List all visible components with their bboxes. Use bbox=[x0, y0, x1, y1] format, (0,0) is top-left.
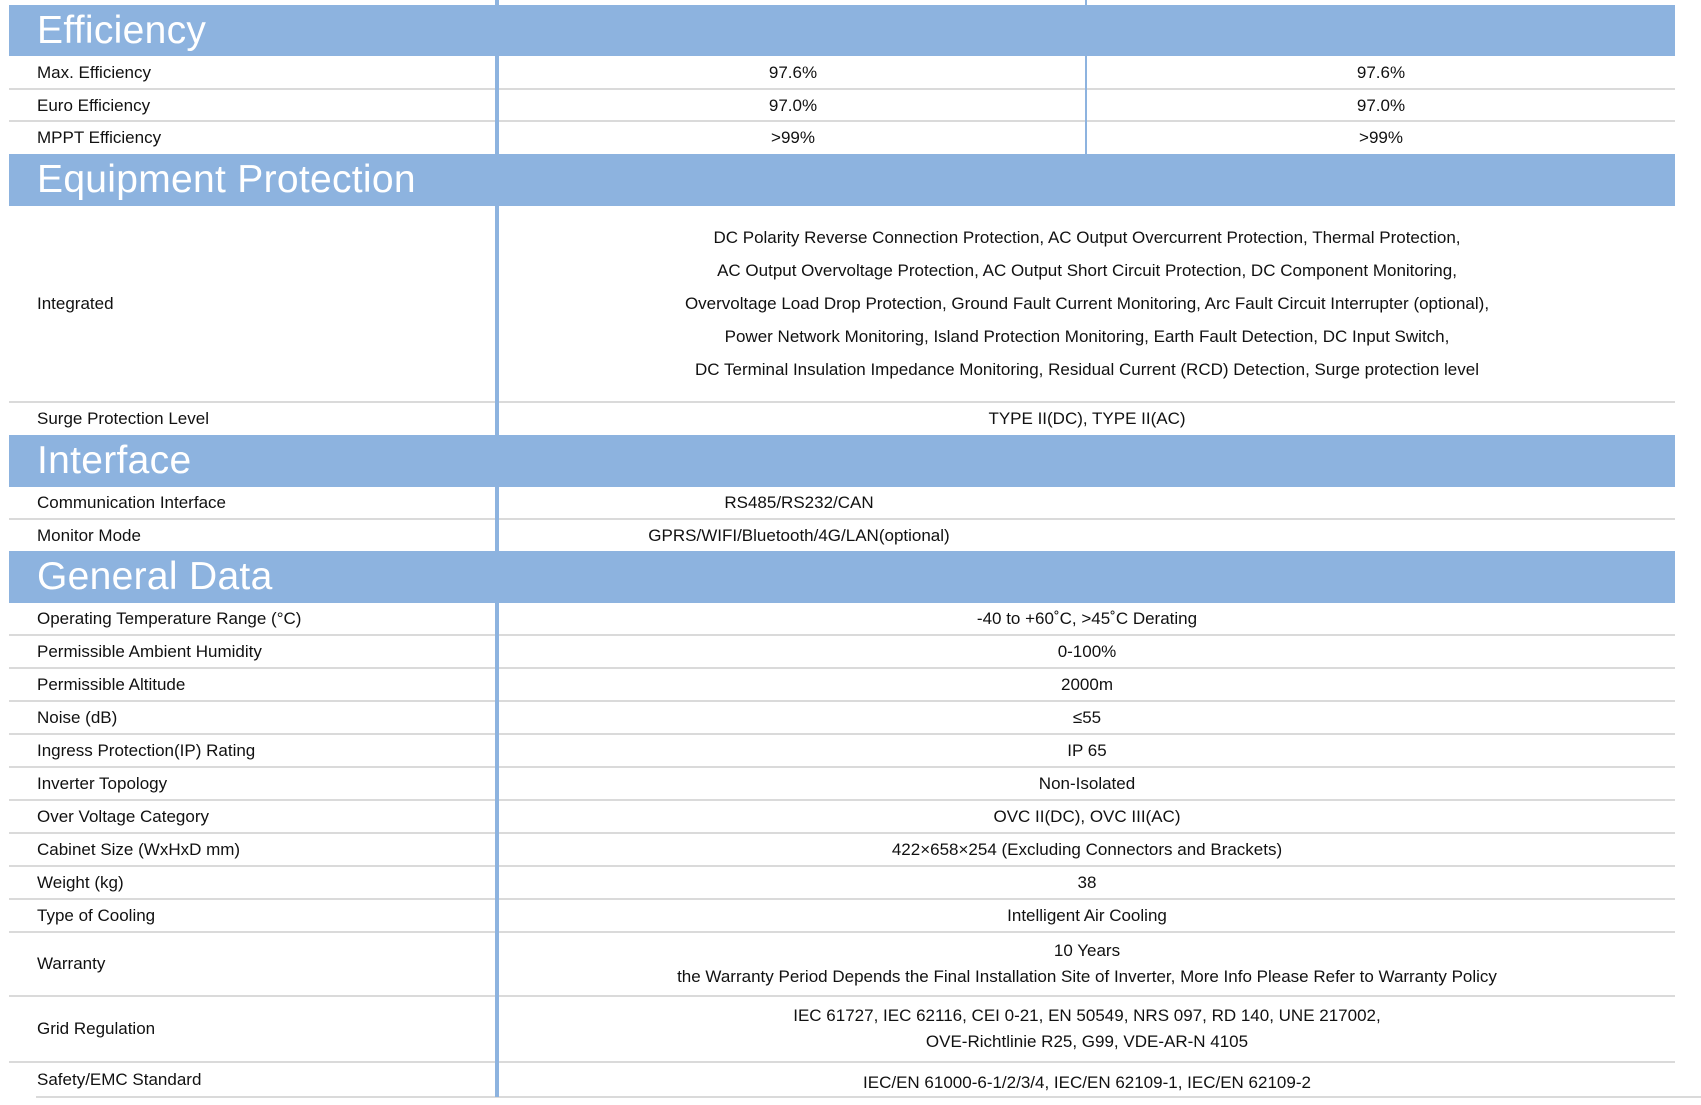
table-row bbox=[9, 487, 1675, 518]
row-value: 97.0% bbox=[1356, 95, 1406, 115]
row-value: >99% bbox=[771, 128, 815, 147]
row-label: Ingress Protection(IP) Rating bbox=[37, 740, 256, 760]
row-value: -40 to +60˚C, >45˚C Derating bbox=[976, 608, 1198, 628]
row-value-list bbox=[499, 997, 1675, 1061]
warranty-line: 10 Years bbox=[1053, 941, 1121, 960]
row-value-list bbox=[499, 933, 1675, 995]
table-row bbox=[9, 900, 1675, 931]
row-value: >99% bbox=[1359, 128, 1403, 147]
section-title: Interface bbox=[37, 439, 192, 482]
row-value: IP 65 bbox=[1067, 740, 1107, 760]
table-row bbox=[9, 603, 1675, 634]
row-value: 97.6% bbox=[768, 62, 818, 82]
row-label: Operating Temperature Range (°C) bbox=[37, 608, 302, 628]
row-value: 2000m bbox=[1061, 674, 1113, 694]
row-label: Surge Protection Level bbox=[37, 409, 209, 428]
row-label: Permissible Ambient Humidity bbox=[37, 641, 262, 661]
row-label: Inverter Topology bbox=[37, 773, 168, 793]
row-label: Monitor Mode bbox=[37, 525, 141, 545]
table-row bbox=[9, 122, 1675, 154]
row-value: Non-Isolated bbox=[1038, 773, 1136, 793]
row-label: Warranty bbox=[37, 954, 106, 973]
row-label: Safety/EMC Standard bbox=[37, 1070, 202, 1089]
protection-line: Overvoltage Load Drop Protection, Ground Fault Current Monitoring, Arc Fault Circuit Interrupter (optional), bbox=[684, 293, 1490, 313]
table-row bbox=[9, 702, 1675, 733]
column-divider bbox=[495, 206, 499, 435]
table-row bbox=[9, 933, 1675, 995]
table-row bbox=[9, 1063, 1675, 1097]
row-value: 0-100% bbox=[1057, 641, 1117, 661]
table-row bbox=[9, 735, 1675, 766]
section-header-general-data bbox=[9, 551, 1675, 603]
row-value: IEC/EN 61000-6-1/2/3/4, IEC/EN 62109-1, IEC/EN 62109-2 bbox=[863, 1073, 1311, 1092]
table-row bbox=[9, 997, 1675, 1061]
row-value: OVC II(DC), OVC III(AC) bbox=[993, 806, 1181, 826]
table-row bbox=[9, 206, 1675, 402]
row-value: GPRS/WIFI/Bluetooth/4G/LAN(optional) bbox=[648, 525, 950, 545]
column-divider bbox=[495, 603, 499, 1097]
row-value: TYPE II(DC), TYPE II(AC) bbox=[988, 409, 1186, 428]
row-label: Permissible Altitude bbox=[37, 674, 186, 694]
section-title: Efficiency bbox=[37, 8, 207, 52]
row-label: MPPT Efficiency bbox=[37, 128, 162, 147]
row-label: Communication Interface bbox=[37, 492, 226, 512]
table-row bbox=[9, 520, 1675, 551]
table-row bbox=[9, 834, 1675, 865]
row-label: Cabinet Size (WxHxD mm) bbox=[37, 839, 241, 859]
protection-line: DC Polarity Reverse Connection Protection, AC Output Overcurrent Protection, Thermal Protection, bbox=[713, 227, 1461, 247]
section-header-efficiency bbox=[9, 5, 1675, 56]
row-label: Type of Cooling bbox=[37, 905, 156, 925]
row-value-list bbox=[499, 205, 1675, 401]
table-row bbox=[9, 636, 1675, 667]
row-value: ≤55 bbox=[1072, 707, 1102, 727]
column-divider bbox=[1085, 56, 1087, 154]
table-row bbox=[9, 669, 1675, 700]
row-label: Euro Efficiency bbox=[37, 95, 151, 115]
row-value: 97.6% bbox=[1356, 62, 1406, 82]
protection-line: DC Terminal Insulation Impedance Monitoring, Residual Current (RCD) Detection, Surge protection level bbox=[695, 359, 1479, 379]
protection-line: AC Output Overvoltage Protection, AC Output Short Circuit Protection, DC Component Monitoring, bbox=[717, 260, 1457, 280]
column-divider bbox=[495, 487, 499, 551]
row-value: Intelligent Air Cooling bbox=[1007, 905, 1167, 925]
warranty-line: the Warranty Period Depends the Final Installation Site of Inverter, More Info Please Refer to Warranty Policy bbox=[677, 967, 1497, 986]
row-value: 422×658×254 (Excluding Connectors and Brackets) bbox=[891, 839, 1283, 859]
table-row bbox=[9, 403, 1675, 435]
row-label: Weight (kg) bbox=[37, 872, 124, 892]
row-label: Integrated bbox=[37, 294, 114, 313]
row-value: 97.0% bbox=[768, 95, 818, 115]
column-divider bbox=[495, 56, 499, 154]
row-divider bbox=[36, 1096, 1701, 1098]
section-title: Equipment Protection bbox=[37, 158, 416, 201]
section-title: General Data bbox=[37, 555, 273, 598]
row-label: Max. Efficiency bbox=[37, 62, 152, 82]
table-row bbox=[9, 56, 1675, 89]
row-label: Grid Regulation bbox=[37, 1019, 156, 1038]
section-header-interface bbox=[9, 435, 1675, 487]
row-value: 38 bbox=[1077, 872, 1097, 892]
table-row bbox=[9, 801, 1675, 832]
row-value: RS485/RS232/CAN bbox=[724, 492, 874, 512]
table-row bbox=[9, 768, 1675, 799]
regulation-line: IEC 61727, IEC 62116, CEI 0-21, EN 50549, NRS 097, RD 140, UNE 217002, bbox=[793, 1006, 1381, 1025]
table-row bbox=[9, 867, 1675, 898]
regulation-line: OVE-Richtlinie R25, G99, VDE-AR-N 4105 bbox=[925, 1032, 1249, 1051]
section-header-equipment-protection bbox=[9, 154, 1675, 206]
protection-line: Power Network Monitoring, Island Protection Monitoring, Earth Fault Detection, DC Input Switch, bbox=[724, 326, 1450, 346]
row-label: Over Voltage Category bbox=[37, 806, 209, 826]
table-row bbox=[9, 90, 1675, 121]
row-label: Noise (dB) bbox=[37, 707, 118, 727]
